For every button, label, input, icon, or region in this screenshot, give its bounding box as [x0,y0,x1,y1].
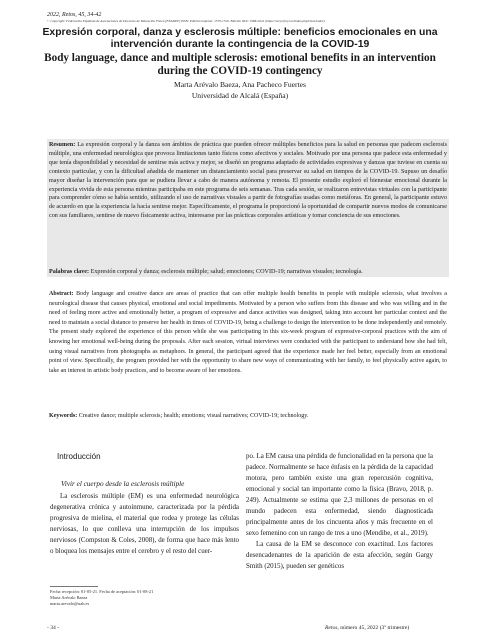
body-column-left [50,491,239,557]
footnote [50,589,153,607]
journal-header [47,11,447,24]
footer-journal-info [325,625,409,631]
section-title: Introducción [57,452,101,461]
affiliation: Universidad de Alcalá (España) [191,91,289,100]
paragraph: La causa de la EM se desconoce con exactitud. Los factores desencadenantes de la aparición de esta afección, según Gargy Smith (2015), pueden ser genéticos [246,540,433,570]
paragraph: La esclerosis múltiple (EM) es una enfermedad neurológica degenerativa crónica y autoinmune, caracterizada por la pérdida progresiva de mielina, el material que rodea y protege las células nerviosas, lo que conlleva una interrupción de los impulsos nerviosos (Compston & Coles, 2008), de forma que hace más lento o bloquea los mensajes entre el cerebro y el resto del cuer- [50,492,239,555]
abstract-text: Body language and creative dance are areas of practice that can offer multiple health benefits in people with multiple sclerosis, what involves a neurological disease that causes physical, emotional and social impediments. Motivated by a person who suffers from this disease and who was willing and in the need of feeling more active and emotionally better, a program of expressive and dance activities was designed, taking into account her particular context and the need to maintain a social distance to preserve her health in times of COVID-19, being a challenge to design the intervention to be done independently and remotely. The present study explored the experience of this person while she was participating in this six-week program of expressive-corporal practices with the aim of knowing her emotional well-being during the proposals. After each session, virtual interviews were conducted with the participant to understand how she had felt, using visual narratives from photographs as metaphors. In general, the participant agreed that the experience made her feel better, especially from an emotional point of view. Specifically, the program provided her with the opportunity to share new ways of communicating with her family, to feel physically active again, to take an interest in artistic body practices, and to become aware of her emotions. [49,291,447,374]
keywords-label: Keywords: [49,413,78,419]
footnote-email: marta.arevalo@uah.es [50,601,90,606]
keywords-block [49,412,447,421]
resumen-block [49,141,447,221]
journal-citation: 2022, Retos, 45, 34-42 [47,12,102,18]
authors: Marta Arévalo Baeza, Ana Pacheco Fuertes [174,80,306,89]
body-column-right [246,451,433,572]
abstract-label: Abstract: [49,291,74,297]
footer-issue: , número 45, 2022 (3º trimestre) [337,625,410,631]
copyright-line: © Copyright: Federación Española de Asociaciones de Docentes de Educación Física (FEADEF) ISSN: Edición impresa: 1579-1726. Edición Web: 1988-2041 (https://recyt.fecyt.es/index.php/retos/index) [47,19,325,23]
palabras-clave-text: Expresión corporal y danza; esclerosis múltiple; salud; emociones; COVID-19; narrativas visuales; tecnología. [89,269,363,275]
title-spanish: Expresión corporal, danza y esclerosis múltiple: beneficios emocionales en una intervención durante la contingencia de la COVID-19 [42,27,438,50]
title-english: Body language, dance and multiple sclerosis: emotional benefits in an intervention during the COVID-19 contingency [44,52,436,77]
footnote-rule [50,586,98,587]
keywords-text: Creative dance; multiple sclerosis; health; emotions; visual narratives; COVID-19; technology. [77,413,309,419]
palabras-clave-block [49,268,447,277]
footnote-dates: Fecha recepción: 01-05-21. Fecha de aceptación: 01-08-21 [50,589,154,594]
resumen-label: Resumen: [49,142,76,148]
subsection-title: Vivir el cuerpo desde la esclerosis múltiple [61,480,185,488]
page-number: - 34 - [47,625,60,631]
palabras-clave-label: Palabras clave: [49,269,90,275]
footnote-author: Marta Arévalo Baeza [50,595,88,600]
resumen-text: La expresión corporal y la danza son ámbitos de práctica que pueden ofrecer múltiples beneficios para la salud en personas que padecen esclerosis múltiple, una enfermedad neurológica que provoca limitaciones tanto físicos como afectivos y sociales. Motivado por una persona que padece esta enfermedad y que tenía disponibilidad y necesidad de sentirse más activa y mejor, se diseñó un programa adaptado de actividades expresivas y danzas que tuviese en cuenta su contexto particular, y con la dificultad añadida de mantener un distanciamiento social para preservar su salud en tiempos de la COVID-19. Supuso un desafío mayor diseñar la intervención para que se pudiera llevar a cabo de manera autónoma y remota. El presente estudio exploró el bienestar emocional durante la experiencia vivida de esta persona mientras participaba en este programa de seis semanas. Tras cada sesión, se realizaron entrevistas virtuales con la participante para comprender cómo se había sentido, utilizando el uso de narrativas visuales a partir de fotografías usadas como metáforas. En general, la participante estuvo de acuerdo en que la experiencia la hacía sentirse mejor. Específicamente, el programa le proporcionó la oportunidad de compartir nuevos modos de comunicarse con sus familiares, sentirse de nuevo físicamente activa, interesarse por las prácticas corporales artísticas y tomar conciencia de sus emociones. [49,142,447,220]
footer-journal-name: Retos [325,625,338,631]
paragraph: po. La EM causa una pérdida de funcionalidad en la persona que la padece. Normalmente se hace énfasis en la pérdida de la capacidad motora, pero también existe una gran repercusión cognitiva, emocional y social tan importante como la física (Bravo, 2018, p. 249). Actualmente se estima que 2,3 millones de personas en el mundo padecen esta enfermedad, siendo diagnosticada principalmente antes de los cincuenta años y más frecuente en el sexo femenino con un rango de tres a uno (Mendibe, et al., 2019). [246,452,433,537]
abstract-block [49,290,447,376]
